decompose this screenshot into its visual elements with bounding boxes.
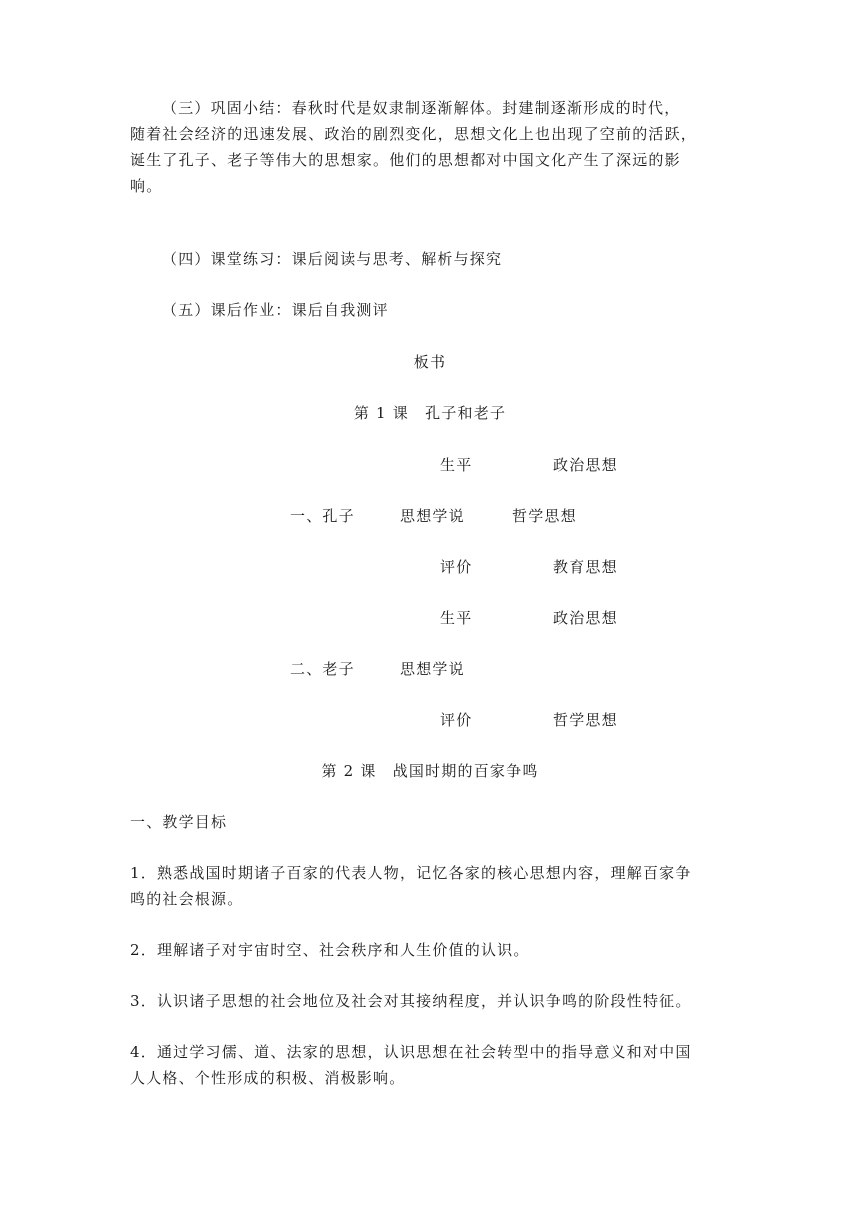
confucius-branch: 思想学说 (400, 507, 465, 525)
lesson2-title: 第 2 课 战国时期的百家争鸣 (321, 762, 539, 780)
summary-line-3: 诞生了孔子、老子等伟大的思想家。他们的思想都对中国文化产生了深远的影 (130, 151, 681, 169)
confucius-label: 一、孔子 (290, 507, 355, 525)
goal-4-line-1: 4．通过学习儒、道、法家的思想，认识思想在社会转型中的指导意义和对中国 (130, 1043, 692, 1061)
goal-2: 2．理解诸子对宇宙时空、社会秩序和人生价值的认识。 (130, 941, 530, 959)
board-heading: 板书 (413, 353, 447, 371)
confucius-thought-political: 政治思想 (553, 456, 618, 474)
goal-1-line-1: 1．熟悉战国时期诸子百家的代表人物，记忆各家的核心思想内容，理解百家争 (130, 864, 692, 882)
summary-line-1: （三）巩固小结：春秋时代是奴隶制逐渐解体。封建制逐渐形成的时代， (162, 99, 681, 117)
laozi-item-life: 生平 (440, 609, 473, 627)
summary-line-4: 响。 (130, 177, 163, 195)
confucius-item-evaluation: 评价 (440, 558, 473, 576)
goal-1-line-2: 鸣的社会根源。 (130, 890, 244, 908)
laozi-branch: 思想学说 (400, 660, 465, 678)
lesson1-title: 第 1 课 孔子和老子 (353, 404, 507, 422)
laozi-thought-political: 政治思想 (553, 609, 618, 627)
goal-4-line-2: 人人格、个性形成的积极、消极影响。 (130, 1069, 406, 1087)
goal-3: 3．认识诸子思想的社会地位及社会对其接纳程度，并认识争鸣的阶段性特征。 (130, 992, 692, 1010)
laozi-item-evaluation: 评价 (440, 711, 473, 729)
confucius-thought-education: 教育思想 (553, 558, 618, 576)
section-heading: 一、教学目标 (130, 813, 228, 831)
confucius-item-life: 生平 (440, 456, 473, 474)
exercise-line: （四）课堂练习：课后阅读与思考、解析与探究 (162, 250, 503, 268)
summary-line-2: 随着社会经济的迅速发展、政治的剧烈变化，思想文化上也出现了空前的活跃， (130, 125, 698, 143)
laozi-thought-philosophy: 哲学思想 (553, 711, 618, 729)
laozi-label: 二、老子 (290, 660, 355, 678)
confucius-thought-philosophy: 哲学思想 (512, 507, 577, 525)
homework-line: （五）课后作业：课后自我测评 (162, 301, 389, 319)
